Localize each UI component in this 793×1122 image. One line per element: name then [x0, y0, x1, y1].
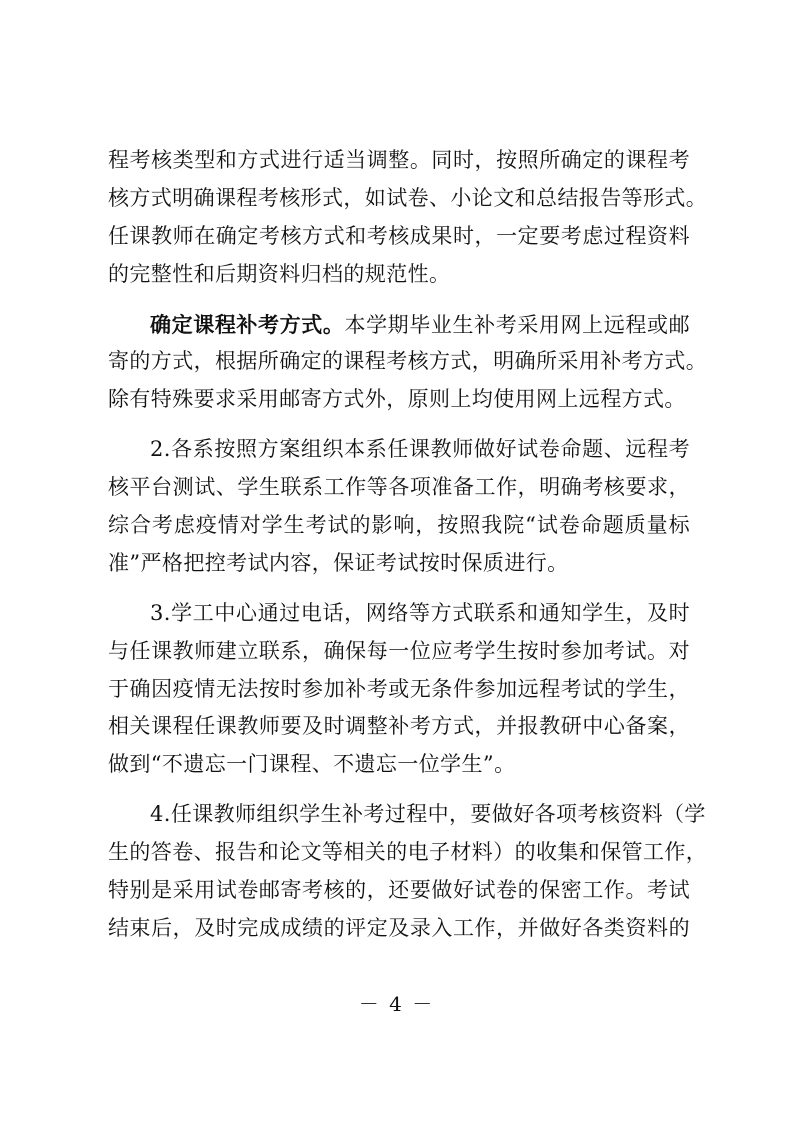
- paragraph-4: [108, 595, 690, 784]
- page-number: － 4 －: [358, 992, 435, 1016]
- text-line: 程考核类型和方式进行适当调整。同时，按照所确定的课程考: [108, 148, 690, 172]
- paragraph-3: [108, 431, 690, 583]
- text-line: 2.各系按照方案组织本系任课教师做好试卷命题、远程考: [150, 437, 690, 462]
- text-line: 除有特殊要求采用邮寄方式外，原则上均使用网上远程方式。: [108, 387, 686, 412]
- paragraph-2: [108, 306, 708, 420]
- text-line: 寄的方式，根据所确定的课程考核方式，明确所采用补考方式。: [108, 349, 708, 374]
- bold-heading: 确定课程补考方式。: [150, 311, 345, 337]
- text-line: 与任课教师建立联系，确保每一位应考学生按时参加考试。对: [108, 638, 690, 663]
- text-line: 准”严格把控考试内容，保证考试按时保质进行。: [108, 550, 569, 575]
- body-text: [108, 142, 708, 948]
- paragraph-5: [108, 796, 708, 948]
- text-line: 生的答卷、报告和论文等相关的电子材料）的收集和保管工作，: [108, 840, 708, 865]
- paragraph-1: [108, 142, 708, 294]
- text-line: 综合考虑疫情对学生考试的影响，按照我院“试卷命题质量标: [108, 513, 690, 538]
- text-line: [108, 306, 690, 344]
- text-line: 核方式明确课程考核形式，如试卷、小论文和总结报告等形式。: [108, 185, 708, 210]
- text-segment: 本学期毕业生补考采用网上远程或邮: [344, 312, 690, 337]
- text-line: 4.任课教师组织学生补考过程中，要做好各项考核资料（学: [150, 802, 706, 827]
- text-line: 核平台测试、学生联系工作等各项准备工作，明确考核要求，: [108, 475, 690, 500]
- text-line: 的完整性和后期资料归档的规范性。: [108, 261, 451, 286]
- text-line: 特别是采用试卷邮寄考核的，还要做好试卷的保密工作。考试: [108, 878, 690, 903]
- text-line: 于确因疫情无法按时参加补考或无条件参加远程考试的学生，: [108, 676, 690, 701]
- text-line: 做到“不遗忘一门课程、不遗忘一位学生”。: [108, 752, 516, 777]
- text-line: 结束后，及时完成成绩的评定及录入工作，并做好各类资料的: [108, 915, 690, 940]
- text-line: 3.学工中心通过电话，网络等方式联系和通知学生，及时: [150, 600, 690, 625]
- text-line: 任课教师在确定考核方式和考核成果时，一定要考虑过程资料: [108, 223, 690, 248]
- text-line: 相关课程任课教师要及时调整补考方式，并报教研中心备案，: [108, 714, 690, 739]
